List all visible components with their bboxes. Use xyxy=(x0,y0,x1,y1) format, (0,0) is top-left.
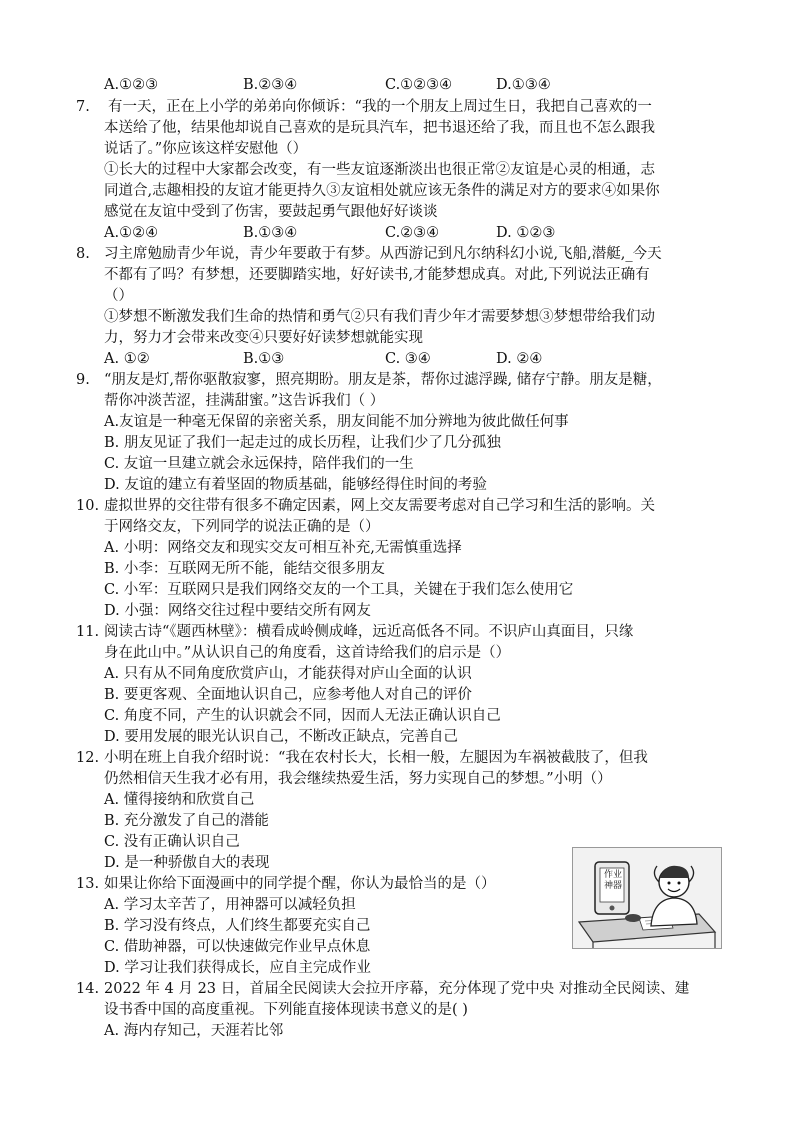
q11-stem-line: 身在此山中。”从认识自己的角度看，这首诗给我们的启示是（） xyxy=(104,645,511,661)
q6-option-d: D.①③④ xyxy=(496,77,551,93)
q13-option-b: B. 学习没有终点，人们终生都要充实自己 xyxy=(104,918,371,934)
q11-option-c: C. 角度不同，产生的认识就会不同，因而人无法正确认识自己 xyxy=(104,708,501,724)
q9-stem-line: “朋友是灯,帮你驱散寂寥，照亮期盼。朋友是茶，帮你过滤浮躁, 储存宁静。朋友是糖， xyxy=(104,372,662,388)
q11-option-d: D. 要用发展的眼光认识自己，不断改正缺点，完善自己 xyxy=(104,729,458,745)
q7-option-d: D. ①②③ xyxy=(496,225,556,241)
q9-stem-line: 帮你冲淡苦涩，挂满甜蜜。”这告诉我们（ ） xyxy=(104,393,385,409)
q12-option-d: D. 是一种骄傲自大的表现 xyxy=(104,855,270,871)
q11-stem-line: 阅读古诗“《题西林壁》：横看成岭侧成峰，远近高低各不同。不识庐山真面目，只缘 xyxy=(104,624,634,640)
q8-statement-line: 力，努力才会带来改变④只要好好读梦想就能实现 xyxy=(104,330,423,346)
q10-number: 10. xyxy=(76,498,100,514)
q14-option-a: A. 海内存知己，天涯若比邻 xyxy=(104,1023,284,1039)
q14-stem-line: 2022 年 4 月 23 日，首届全民阅读大会拉开序幕，充分体现了党中央 对推动全民阅读、建 xyxy=(104,981,690,997)
q7-statement-line: 感觉在友谊中受到了伤害，要鼓起勇气跟他好好谈谈 xyxy=(104,204,438,220)
q14-stem-line: 设书香中国的高度重视。下列能直接体现读书意义的是( ) xyxy=(104,1002,468,1018)
cartoon-label: 作业 xyxy=(603,870,622,880)
cartoon-drawing xyxy=(573,848,721,948)
q7-option-b: B.①③④ xyxy=(243,225,298,241)
q11-option-a: A. 只有从不同角度欣赏庐山，才能获得对庐山全面的认识 xyxy=(104,666,472,682)
q6-option-a: A.①②③ xyxy=(104,77,159,93)
q7-option-c: C.②③④ xyxy=(385,225,440,241)
q10-stem-line: 于网络交友，下列同学的说法正确的是（） xyxy=(104,519,380,535)
q13-number: 13. xyxy=(76,876,100,892)
q6-option-c: C.①②③④ xyxy=(385,77,453,93)
q12-number: 12. xyxy=(76,750,100,766)
q8-stem-line: 习主席勉励青少年说，青少年要敢于有梦。从西游记到凡尔纳科幻小说,飞船,潜艇,_今天 xyxy=(104,246,662,262)
q8-option-c: C. ③④ xyxy=(385,351,431,367)
q7-statement-line: 同道合,志趣相投的友谊才能更持久③友谊相处就应该无条件的满足对方的要求④如果你 xyxy=(104,183,660,199)
q9-option-a: A.友谊是一种毫无保留的亲密关系，朋友间能不加分辨地为彼此做任何事 xyxy=(104,414,569,430)
q7-statement-line: ①长大的过程中大家都会改变，有一些友谊逐渐淡出也很正常②友谊是心灵的相通，志 xyxy=(104,162,655,178)
q6-option-b: B.②③④ xyxy=(243,77,298,93)
q8-option-d: D. ②④ xyxy=(496,351,543,367)
q9-option-b: B. 朋友见证了我们一起走过的成长历程，让我们少了几分孤独 xyxy=(104,435,501,451)
q8-stem-line: 不都有了吗？有梦想，还要脚踏实地，好好读书,才能梦想成真。对此,下列说法正确有 xyxy=(104,267,650,283)
q12-option-b: B. 充分激发了自己的潜能 xyxy=(104,813,269,829)
q14-number: 14. xyxy=(76,981,100,997)
q10-option-d: D. 小强：网络交往过程中要结交所有网友 xyxy=(104,603,371,619)
q8-statement-line: ①梦想不断激发我们生命的热情和勇气②只有我们青少年才需要梦想③梦想带给我们动 xyxy=(104,309,655,325)
q13-option-c: C. 借助神器，可以快速做完作业早点休息 xyxy=(104,939,371,955)
q12-option-a: A. 懂得接纳和欣赏自己 xyxy=(104,792,255,808)
q11-option-b: B. 要更客观、全面地认识自己，应参考他人对自己的评价 xyxy=(104,687,472,703)
q8-number: 8. xyxy=(76,246,90,262)
q13-stem-line: 如果让你给下面漫画中的同学提个醒，你认为最恰当的是（） xyxy=(104,876,496,892)
q10-stem-line: 虚拟世界的交往带有很多不确定因素，网上交友需要考虑对自己学习和生活的影响。关 xyxy=(104,498,655,514)
q8-option-a: A. ①② xyxy=(104,351,150,367)
q10-option-a: A. 小明：网络交友和现实交友可相互补充,无需慎重选择 xyxy=(104,540,462,556)
cartoon-label: 神器 xyxy=(603,881,622,891)
q7-number: 7. xyxy=(76,99,90,115)
q12-stem-line: 小明在班上自我介绍时说：“我在农村长大，长相一般，左腿因为车祸被截肢了，但我 xyxy=(104,750,648,766)
q9-number: 9. xyxy=(76,372,90,388)
q10-option-b: B. 小李：互联网无所不能，能结交很多朋友 xyxy=(104,561,385,577)
q7-option-a: A.①②④ xyxy=(104,225,159,241)
q13-option-d: D. 学习让我们获得成长，应自主完成作业 xyxy=(104,960,371,976)
homework-cartoon xyxy=(572,847,722,949)
q13-option-a: A. 学习太辛苦了，用神器可以减轻负担 xyxy=(104,897,356,913)
q12-option-c: C. 没有正确认识自己 xyxy=(104,834,240,850)
q7-stem-line: 有一天，正在上小学的弟弟向你倾诉：“我的一个朋友上周过生日，我把自己喜欢的一 xyxy=(108,99,652,115)
q7-stem-line: 说话了。”你应该这样安慰他（） xyxy=(104,141,308,157)
q7-stem-line: 本送给了他，结果他却说自己喜欢的是玩具汽车，把书退还给了我，而且也不怎么跟我 xyxy=(104,120,655,136)
q9-option-d: D. 友谊的建立有着坚固的物质基础，能够经得住时间的考验 xyxy=(104,477,487,493)
q8-stem-line: （） xyxy=(104,288,133,304)
q10-option-c: C. 小军：互联网只是我们网络交友的一个工具，关键在于我们怎么使用它 xyxy=(104,582,574,598)
q8-option-b: B.①③ xyxy=(243,351,285,367)
q11-number: 11. xyxy=(76,624,100,640)
q12-stem-line: 仍然相信天生我才必有用，我会继续热爱生活，努力实现自己的梦想。”小明（） xyxy=(104,771,612,787)
q9-option-c: C. 友谊一旦建立就会永远保持，陪伴我们的一生 xyxy=(104,456,414,472)
